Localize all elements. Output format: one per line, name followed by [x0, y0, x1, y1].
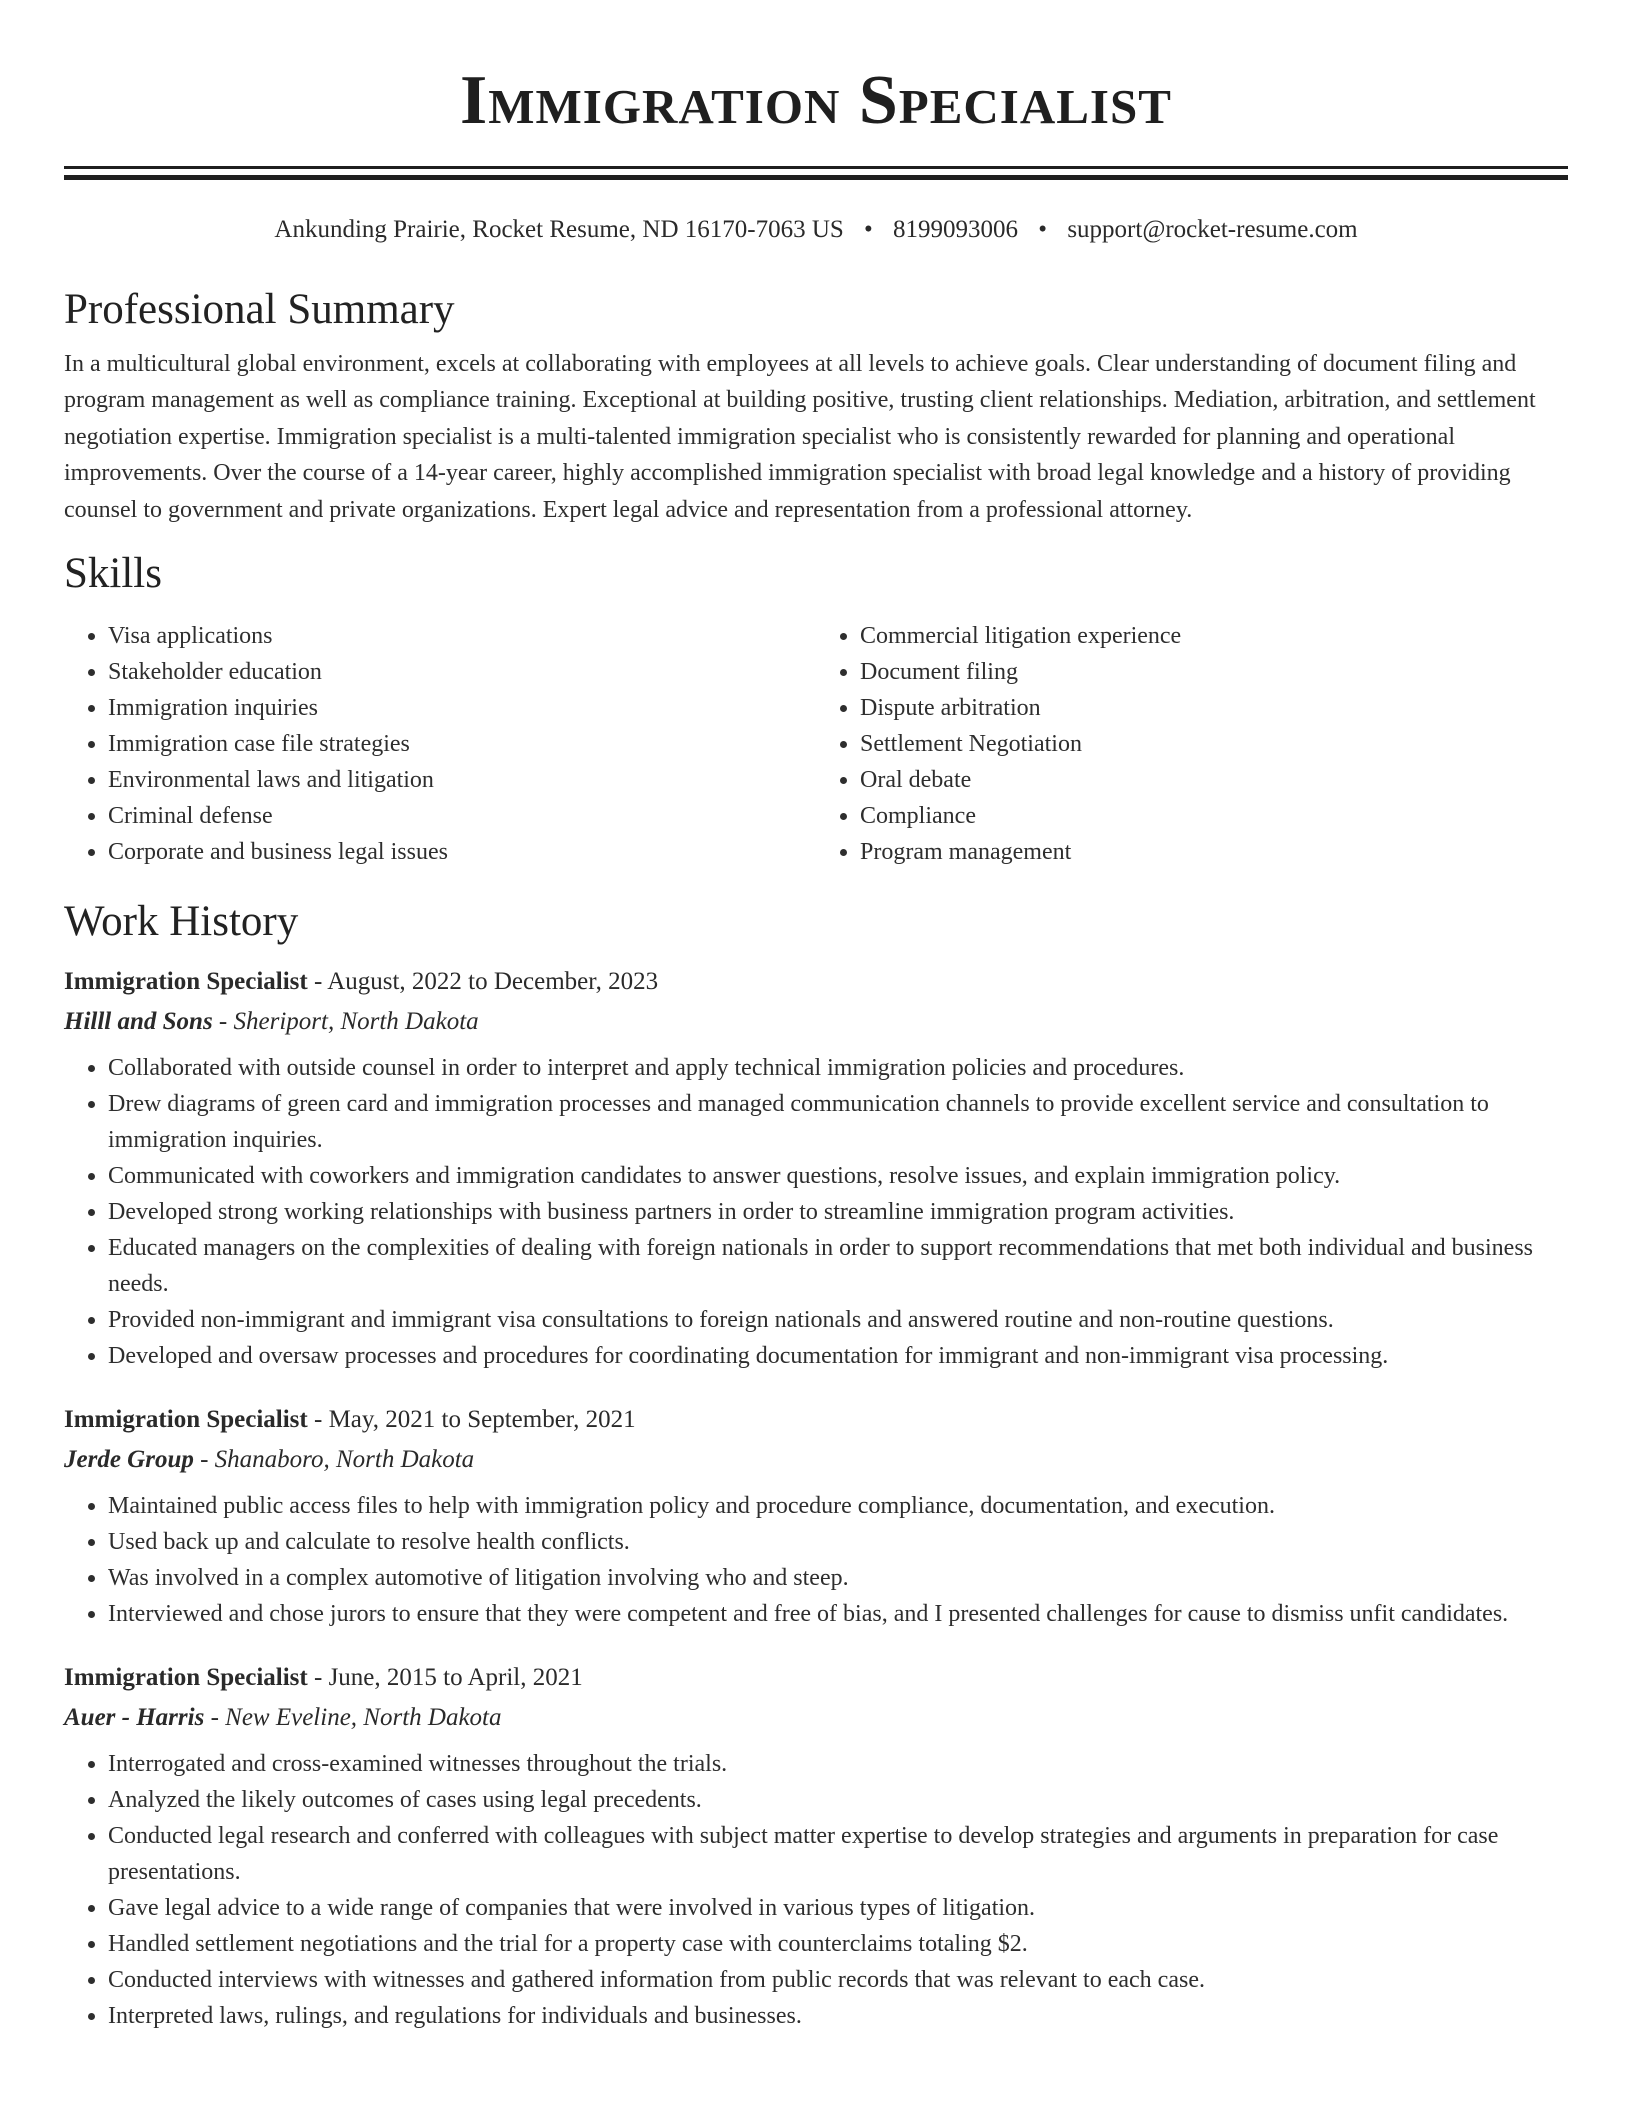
skill-item: • Criminal defense — [108, 798, 816, 834]
job-bullet: • Interpreted laws, rulings, and regulations for individuals and businesses. — [108, 1998, 1568, 2034]
contact-separator: • — [1038, 216, 1048, 243]
job-bullet: • Educated managers on the complexities of dealing with foreign nationals in order to support recommendations that met both individual and business needs. — [108, 1230, 1568, 1302]
contact-separator: • — [864, 216, 873, 243]
job-entry — [64, 962, 1568, 1374]
resume-name: Immigration Specialist — [460, 62, 1172, 139]
job-dates: - June, 2015 to April, 2021 — [307, 1664, 583, 1692]
summary-title: Professional Summary — [64, 286, 455, 333]
job-bullet: • Used back up and calculate to resolve health conflicts. — [108, 1524, 1568, 1560]
work-history-title: Work History — [64, 898, 299, 946]
job-heading — [64, 1658, 1568, 1698]
skill-item: • Document filing — [860, 654, 1568, 690]
skills-title: Skills — [64, 550, 162, 598]
skill-item: • Immigration case file strategies — [108, 726, 816, 762]
job-bullet: • Handled settlement negotiations and the trial for a property case with counterclaims totaling $2. — [108, 1926, 1568, 1962]
job-company: Jerde Group — [64, 1446, 194, 1474]
job-bullet: • Developed and oversaw processes and procedures for coordinating documentation for immigrant and non-immigrant visa processing. — [108, 1338, 1568, 1374]
skill-item: • Compliance — [860, 798, 1568, 834]
skill-item: • Program management — [860, 834, 1568, 870]
contact-email: support@rocket-resume.com — [1067, 216, 1358, 243]
skill-item: • Visa applications — [108, 618, 816, 654]
job-location: - Sheriport, North Dakota — [212, 1008, 479, 1036]
skills-column-left — [64, 618, 816, 870]
job-location: - New Eveline, North Dakota — [204, 1704, 502, 1732]
job-bullet: • Was involved in a complex automotive of litigation involving who and steep. — [108, 1560, 1568, 1596]
job-company: Auer - Harris — [64, 1704, 205, 1732]
job-bullet: • Gave legal advice to a wide range of companies that were involved in various types of litigation. — [108, 1890, 1568, 1926]
skill-item: • Immigration inquiries — [108, 690, 816, 726]
contact-line — [64, 214, 1568, 246]
job-company-line — [64, 1002, 1568, 1042]
job-heading — [64, 1400, 1568, 1440]
skill-item: • Stakeholder education — [108, 654, 816, 690]
skills-list — [64, 618, 1568, 870]
job-role: Immigration Specialist — [64, 968, 308, 996]
contact-address: Ankunding Prairie, Rocket Resume, ND 16170-7063 US — [274, 216, 844, 243]
job-entry — [64, 1400, 1568, 1632]
job-bullet: • Provided non-immigrant and immigrant visa consultations to foreign nationals and answered routine and non-routine questions. — [108, 1302, 1568, 1338]
job-bullets — [64, 1488, 1568, 1632]
job-company: Hilll and Sons — [64, 1008, 213, 1036]
skill-item: • Commercial litigation experience — [860, 618, 1568, 654]
skill-item: • Settlement Negotiation — [860, 726, 1568, 762]
header-divider — [64, 166, 1568, 180]
job-role: Immigration Specialist — [64, 1406, 308, 1434]
job-company-line — [64, 1440, 1568, 1480]
job-bullet: • Developed strong working relationships with business partners in order to streamline immigration program activities. — [108, 1194, 1568, 1230]
job-role: Immigration Specialist — [64, 1664, 308, 1692]
job-bullet: • Collaborated with outside counsel in order to interpret and apply technical immigration policies and procedures. — [108, 1050, 1568, 1086]
job-bullets — [64, 1050, 1568, 1374]
skill-item: • Environmental laws and litigation — [108, 762, 816, 798]
job-heading — [64, 962, 1568, 1002]
job-bullet: • Analyzed the likely outcomes of cases using legal precedents. — [108, 1782, 1568, 1818]
job-bullet: • Conducted legal research and conferred with colleagues with subject matter expertise to develop strategies and arguments in preparation for case presentations. — [108, 1818, 1568, 1890]
job-bullet: • Conducted interviews with witnesses and gathered information from public records that was relevant to each case. — [108, 1962, 1568, 1998]
job-bullet: • Communicated with coworkers and immigration candidates to answer questions, resolve issues, and explain immigration policy. — [108, 1158, 1568, 1194]
skills-column-right — [816, 618, 1568, 870]
job-bullets — [64, 1746, 1568, 2034]
skill-item: • Dispute arbitration — [860, 690, 1568, 726]
job-location: - Shanaboro, North Dakota — [193, 1446, 475, 1474]
job-dates: - May, 2021 to September, 2021 — [307, 1406, 636, 1434]
job-bullet: • Interrogated and cross-examined witnesses throughout the trials. — [108, 1746, 1568, 1782]
job-entry — [64, 1658, 1568, 2034]
skill-item: • Oral debate — [860, 762, 1568, 798]
job-bullet: • Drew diagrams of green card and immigration processes and managed communication channels to provide excellent service and consultation to immigration inquiries. — [108, 1086, 1568, 1158]
job-bullet: • Maintained public access files to help with immigration policy and procedure compliance, documentation, and execution. — [108, 1488, 1568, 1524]
job-dates: - August, 2022 to December, 2023 — [307, 968, 659, 996]
job-bullet: • Interviewed and chose jurors to ensure that they were competent and free of bias, and I presented challenges for cause to dismiss unfit candidates. — [108, 1596, 1568, 1632]
contact-phone: 8199093006 — [893, 216, 1019, 243]
skill-item: • Corporate and business legal issues — [108, 834, 816, 870]
job-company-line — [64, 1698, 1568, 1738]
summary-text: In a multicultural global environment, excels at collaborating with employees at all levels to achieve goals. Clear understanding of document filing and program management as well as compliance training. Exceptional at building positive, trusting client relationships. Mediation, arbitration, and settlement negotiation expertise. Immigration specialist is a multi-talented immigration specialist who is consistently rewarded for planning and operational improvements. Over the course of a 14-year career, highly accomplished immigration specialist with broad legal knowledge and a history of providing counsel to government and private organizations. Expert legal advice and representation from a professional attorney. — [64, 351, 1536, 523]
